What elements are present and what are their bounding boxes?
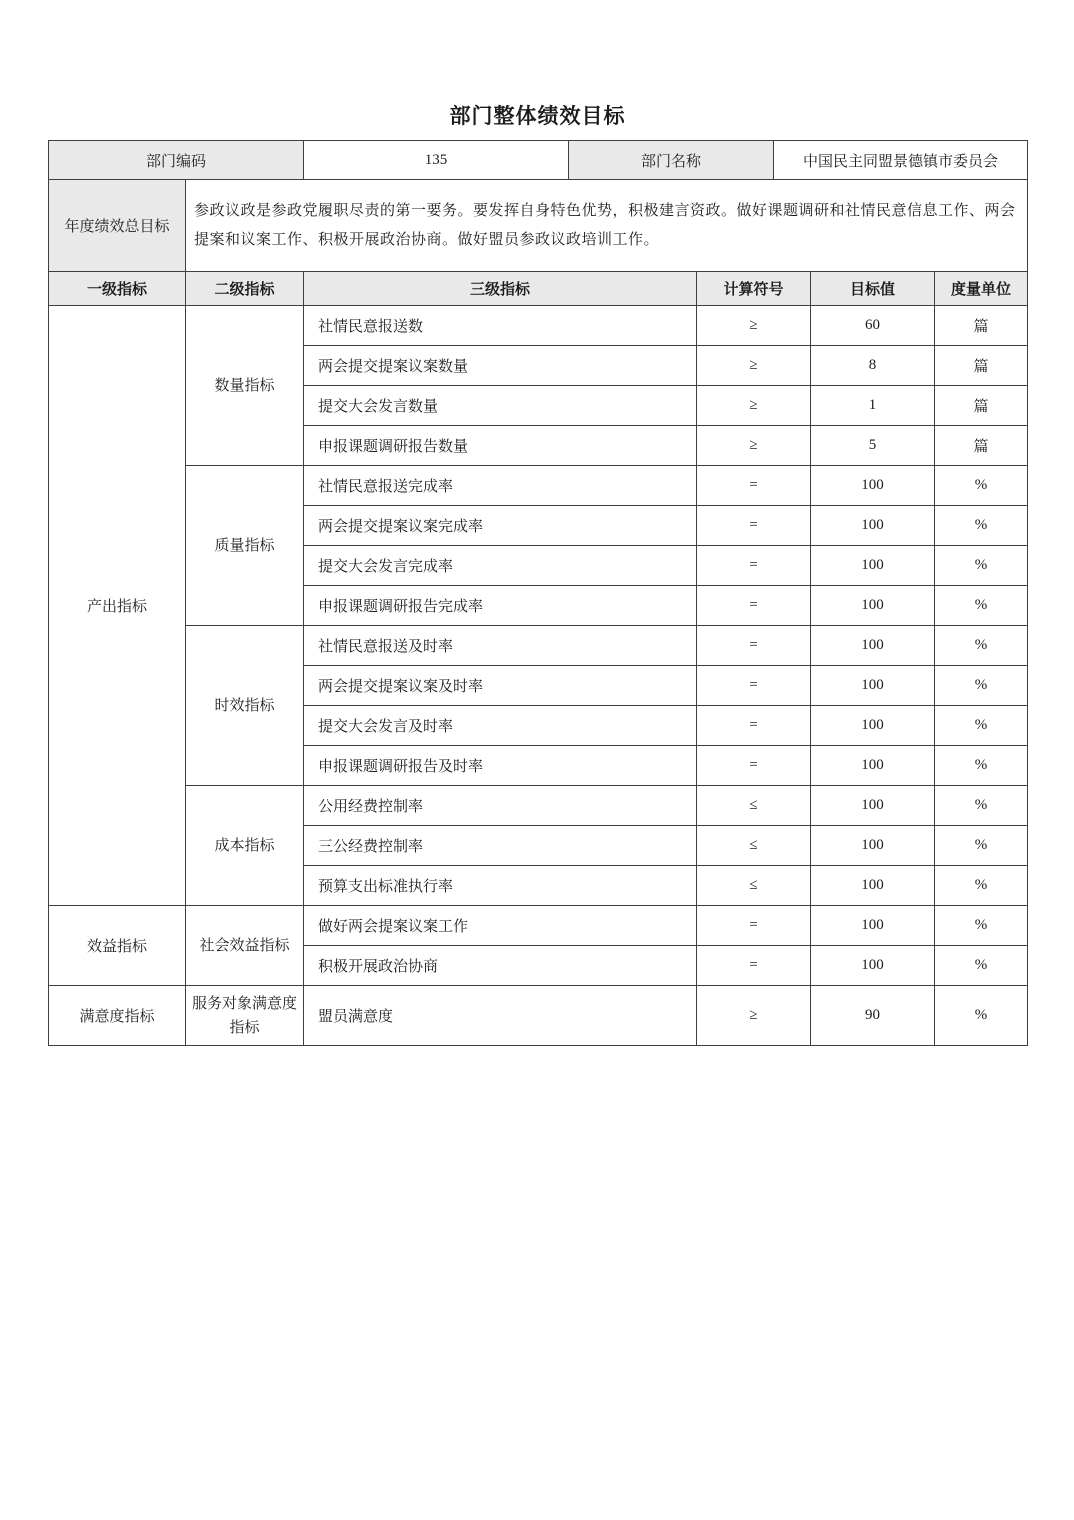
symbol-cell: = xyxy=(697,906,811,946)
indicator-row xyxy=(49,306,1028,346)
symbol-cell: ≤ xyxy=(697,786,811,826)
unit-cell: % xyxy=(935,986,1028,1046)
target-cell: 100 xyxy=(811,866,935,906)
level3-cell: 提交大会发言完成率 xyxy=(304,546,697,586)
level3-cell: 社情民意报送完成率 xyxy=(304,466,697,506)
unit-cell: % xyxy=(935,906,1028,946)
unit-cell: % xyxy=(935,706,1028,746)
level2-cell: 质量指标 xyxy=(186,466,304,626)
level3-cell: 提交大会发言数量 xyxy=(304,386,697,426)
level3-cell: 公用经费控制率 xyxy=(304,786,697,826)
level3-cell: 做好两会提案议案工作 xyxy=(304,906,697,946)
unit-cell: % xyxy=(935,786,1028,826)
target-cell: 100 xyxy=(811,666,935,706)
unit-cell: 篇 xyxy=(935,426,1028,466)
header-level1: 一级指标 xyxy=(49,272,186,306)
indicators-table xyxy=(48,271,1028,1046)
target-cell: 100 xyxy=(811,906,935,946)
level3-cell: 两会提交提案议案及时率 xyxy=(304,666,697,706)
target-cell: 100 xyxy=(811,946,935,986)
symbol-cell: ≥ xyxy=(697,426,811,466)
symbol-cell: ≥ xyxy=(697,346,811,386)
annual-goal-table xyxy=(48,179,1028,272)
symbol-cell: ≥ xyxy=(697,986,811,1046)
level1-cell: 满意度指标 xyxy=(49,986,186,1046)
level2-cell: 时效指标 xyxy=(186,626,304,786)
unit-cell: 篇 xyxy=(935,346,1028,386)
dept-code-value: 135 xyxy=(304,141,569,180)
dept-name-value: 中国民主同盟景德镇市委员会 xyxy=(774,141,1028,180)
target-cell: 100 xyxy=(811,826,935,866)
header-symbol: 计算符号 xyxy=(697,272,811,306)
symbol-cell: = xyxy=(697,586,811,626)
unit-cell: 篇 xyxy=(935,306,1028,346)
target-cell: 100 xyxy=(811,626,935,666)
document-page xyxy=(48,103,1027,1046)
symbol-cell: = xyxy=(697,706,811,746)
unit-cell: % xyxy=(935,666,1028,706)
annual-goal-text: 参政议政是参政党履职尽责的第一要务。要发挥自身特色优势，积极建言资政。做好课题调研和社情民意信息工作、两会提案和议案工作、积极开展政治协商。做好盟员参政议政培训工作。 xyxy=(186,180,1028,272)
level3-cell: 两会提交提案议案数量 xyxy=(304,346,697,386)
symbol-cell: ≥ xyxy=(697,386,811,426)
level2-cell: 服务对象满意度指标 xyxy=(186,986,304,1046)
target-cell: 100 xyxy=(811,746,935,786)
unit-cell: % xyxy=(935,466,1028,506)
level1-cell: 效益指标 xyxy=(49,906,186,986)
symbol-cell: = xyxy=(697,506,811,546)
unit-cell: % xyxy=(935,866,1028,906)
dept-name-label: 部门名称 xyxy=(569,141,774,180)
symbol-cell: = xyxy=(697,666,811,706)
header-target: 目标值 xyxy=(811,272,935,306)
target-cell: 100 xyxy=(811,546,935,586)
indicator-row xyxy=(49,906,1028,946)
annual-goal-label: 年度绩效总目标 xyxy=(49,180,186,272)
level3-cell: 积极开展政治协商 xyxy=(304,946,697,986)
level3-cell: 提交大会发言及时率 xyxy=(304,706,697,746)
target-cell: 90 xyxy=(811,986,935,1046)
target-cell: 60 xyxy=(811,306,935,346)
header-unit: 度量单位 xyxy=(935,272,1028,306)
symbol-cell: ≤ xyxy=(697,826,811,866)
unit-cell: % xyxy=(935,826,1028,866)
indicator-row xyxy=(49,986,1028,1046)
indicator-row xyxy=(49,626,1028,666)
level3-cell: 申报课题调研报告完成率 xyxy=(304,586,697,626)
level3-cell: 三公经费控制率 xyxy=(304,826,697,866)
unit-cell: % xyxy=(935,626,1028,666)
level2-cell: 数量指标 xyxy=(186,306,304,466)
symbol-cell: = xyxy=(697,626,811,666)
indicator-row xyxy=(49,786,1028,826)
target-cell: 1 xyxy=(811,386,935,426)
target-cell: 5 xyxy=(811,426,935,466)
target-cell: 100 xyxy=(811,706,935,746)
unit-cell: % xyxy=(935,506,1028,546)
symbol-cell: ≤ xyxy=(697,866,811,906)
indicator-row xyxy=(49,466,1028,506)
level3-cell: 盟员满意度 xyxy=(304,986,697,1046)
target-cell: 100 xyxy=(811,506,935,546)
level3-cell: 预算支出标准执行率 xyxy=(304,866,697,906)
unit-cell: 篇 xyxy=(935,386,1028,426)
dept-info-row xyxy=(49,141,1028,180)
unit-cell: % xyxy=(935,546,1028,586)
level1-cell: 产出指标 xyxy=(49,306,186,906)
header-level2: 二级指标 xyxy=(186,272,304,306)
dept-code-label: 部门编码 xyxy=(49,141,304,180)
level2-cell: 社会效益指标 xyxy=(186,906,304,986)
symbol-cell: = xyxy=(697,746,811,786)
target-cell: 8 xyxy=(811,346,935,386)
target-cell: 100 xyxy=(811,786,935,826)
level3-cell: 申报课题调研报告数量 xyxy=(304,426,697,466)
target-cell: 100 xyxy=(811,586,935,626)
annual-goal-row xyxy=(49,180,1028,272)
dept-info-table xyxy=(48,140,1028,180)
unit-cell: % xyxy=(935,586,1028,626)
symbol-cell: ≥ xyxy=(697,306,811,346)
symbol-cell: = xyxy=(697,546,811,586)
level3-cell: 社情民意报送数 xyxy=(304,306,697,346)
level3-cell: 申报课题调研报告及时率 xyxy=(304,746,697,786)
level3-cell: 两会提交提案议案完成率 xyxy=(304,506,697,546)
level2-cell: 成本指标 xyxy=(186,786,304,906)
page-title: 部门整体绩效目标 xyxy=(449,104,626,128)
target-cell: 100 xyxy=(811,466,935,506)
unit-cell: % xyxy=(935,746,1028,786)
unit-cell: % xyxy=(935,946,1028,986)
symbol-cell: = xyxy=(697,466,811,506)
indicators-header-row xyxy=(49,272,1028,306)
header-level3: 三级指标 xyxy=(304,272,697,306)
level3-cell: 社情民意报送及时率 xyxy=(304,626,697,666)
symbol-cell: = xyxy=(697,946,811,986)
